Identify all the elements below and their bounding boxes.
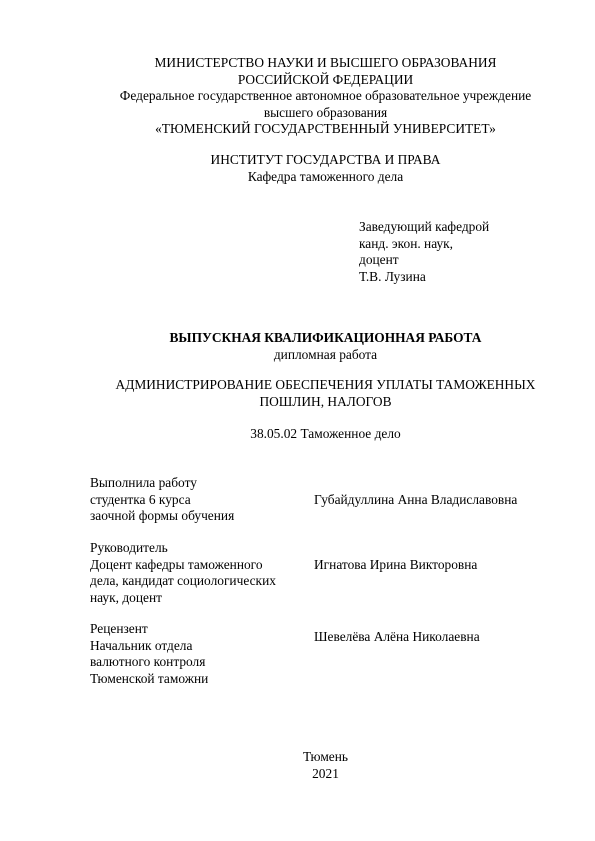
institution-line-1: Федеральное государственное автономное образовательное учреждение <box>119 88 532 103</box>
reviewer-role-line-4: Тюменской таможни <box>90 670 209 686</box>
reviewer-name: Шевелёва Алёна Николаевна <box>314 629 480 644</box>
title-page-header <box>0 55 595 138</box>
approval-block <box>359 219 489 285</box>
city: Тюмень <box>302 749 349 764</box>
institute-name: ИНСТИТУТ ГОСУДАРСТВА И ПРАВА <box>210 152 441 167</box>
specialty <box>0 426 595 443</box>
university-name: «ТЮМЕНСКИЙ ГОСУДАРСТВЕННЫЙ УНИВЕРСИТЕТ» <box>155 121 496 136</box>
student-name: Губайдуллина Анна Владиславовна <box>314 492 518 507</box>
title-page-footer <box>0 749 595 782</box>
department-name: Кафедра таможенного дела <box>247 168 404 184</box>
work-topic <box>0 377 595 410</box>
supervisor-role-line-1: Руководитель <box>90 540 168 555</box>
reviewer-role <box>90 621 300 687</box>
reviewer-role-line-2: Начальник отдела <box>90 637 193 653</box>
work-topic-line-1: АДМИНИСТРИРОВАНИЕ ОБЕСПЕЧЕНИЯ УПЛАТЫ ТАМОЖЕННЫХ <box>115 377 536 392</box>
work-subtitle: дипломная работа <box>273 346 378 362</box>
student-role-line-2: студентка 6 курса <box>90 491 191 507</box>
approval-degree: канд. экон. наук, <box>359 235 454 251</box>
work-topic-line-2: ПОШЛИН, НАЛОГОВ <box>259 393 392 409</box>
reviewer-role-line-1: Рецензент <box>90 621 148 636</box>
student-role <box>90 475 300 525</box>
supervisor-role-line-4: наук, доцент <box>90 589 162 605</box>
supervisor-role-line-3: дела, кандидат социологических <box>90 573 276 588</box>
ministry-line-2: РОССИЙСКОЙ ФЕДЕРАЦИИ <box>237 71 414 87</box>
year: 2021 <box>312 765 339 781</box>
reviewer-role-line-3: валютного контроля <box>90 654 206 669</box>
supervisor-role <box>90 540 300 606</box>
work-type-block <box>0 330 595 363</box>
institute-block <box>0 152 595 185</box>
specialty-code: 38.05.02 Таможенное дело <box>250 426 401 441</box>
approval-name: Т.В. Лузина <box>359 268 426 284</box>
approval-title: доцент <box>359 252 399 267</box>
supervisor-role-line-2: Доцент кафедры таможенного <box>90 556 263 572</box>
institution-line-2: высшего образования <box>263 104 388 120</box>
ministry-line-1: МИНИСТЕРСТВО НАУКИ И ВЫСШЕГО ОБРАЗОВАНИЯ <box>154 55 497 70</box>
student-role-line-1: Выполнила работу <box>90 475 197 490</box>
work-title: ВЫПУСКНАЯ КВАЛИФИКАЦИОННАЯ РАБОТА <box>169 330 482 345</box>
approval-position: Заведующий кафедрой <box>359 219 490 234</box>
supervisor-name: Игнатова Ирина Викторовна <box>314 557 478 572</box>
student-role-line-3: заочной формы обучения <box>90 508 235 523</box>
